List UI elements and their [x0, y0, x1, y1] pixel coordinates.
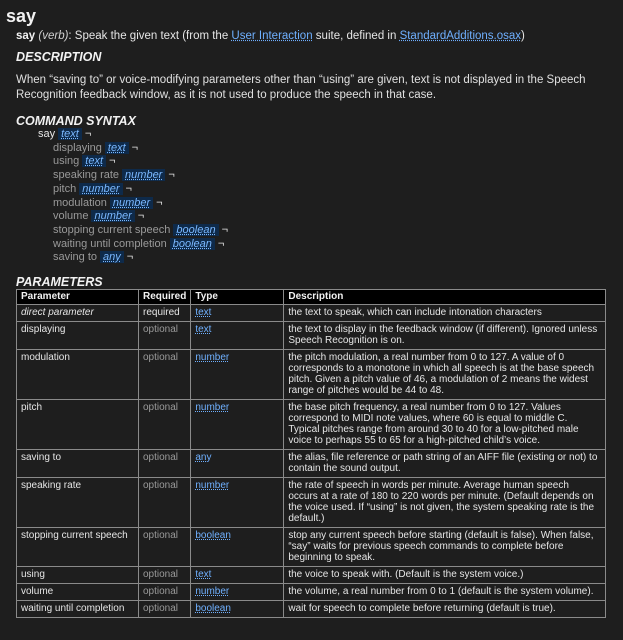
- table-row: [17, 350, 606, 400]
- summary-text-1: : Speak the given text (from the: [68, 30, 232, 42]
- syntax-type-link[interactable]: boolean: [173, 224, 218, 236]
- table-row: [17, 322, 606, 350]
- file-link[interactable]: StandardAdditions.osax: [399, 30, 522, 42]
- param-type-cell: [191, 400, 284, 450]
- table-row: [17, 567, 606, 584]
- table-row: [17, 584, 606, 601]
- parameters-table: [16, 289, 606, 618]
- not-sign-icon: ¬: [109, 155, 116, 168]
- description-heading: DESCRIPTION: [16, 50, 102, 64]
- syntax-label: displaying: [53, 141, 102, 154]
- param-type-cell: [191, 450, 284, 478]
- param-description: the rate of speech in words per minute. Average human speech occurs at a rate of 180 to 220 words per minute. (Default depends on the voice used. If “using” is not given, the system speaking rate is the default.): [284, 478, 606, 528]
- syntax-label: waiting until completion: [53, 237, 167, 250]
- param-type-link[interactable]: boolean: [195, 530, 231, 541]
- summary-text-3: ): [521, 30, 525, 42]
- column-header-type: Type: [191, 290, 284, 305]
- syntax-param: [16, 142, 228, 156]
- syntax-label: using: [53, 155, 80, 168]
- syntax-param: [16, 210, 228, 224]
- table-row: [17, 400, 606, 450]
- param-description: the alias, file reference or path string of an AIFF file (existing or not) to contain the sound output.: [284, 450, 606, 478]
- syntax-label: volume: [53, 210, 89, 223]
- syntax-label: pitch: [53, 182, 77, 195]
- param-type-cell: [191, 322, 284, 350]
- syntax-param: [16, 155, 228, 169]
- param-name: pitch: [17, 400, 139, 450]
- param-name: direct parameter: [17, 305, 139, 322]
- param-type-cell: [191, 567, 284, 584]
- param-name: using: [17, 567, 139, 584]
- syntax-param: [16, 169, 228, 183]
- syntax-param: [16, 197, 228, 211]
- param-required: optional: [139, 584, 191, 601]
- not-sign-icon: ¬: [221, 223, 229, 236]
- table-row: [17, 478, 606, 528]
- param-description: wait for speech to complete before returning (default is true).: [284, 601, 606, 618]
- param-type-cell: [191, 350, 284, 400]
- param-description: the volume, a real number from 0 to 1 (default is the system volume).: [284, 584, 606, 601]
- param-type-cell: [191, 528, 284, 567]
- table-header-row: [17, 290, 606, 305]
- syntax-type-link[interactable]: number: [122, 169, 165, 181]
- syntax-label: modulation: [53, 196, 107, 209]
- not-sign-icon: ¬: [137, 210, 145, 223]
- param-name: saving to: [17, 450, 139, 478]
- param-name: volume: [17, 584, 139, 601]
- param-type-link[interactable]: text: [195, 569, 212, 580]
- param-description: the voice to speak with. (Default is the system voice.): [284, 567, 606, 584]
- param-type-link[interactable]: number: [195, 480, 230, 491]
- param-type-link[interactable]: boolean: [195, 603, 231, 614]
- syntax-command: [16, 128, 228, 142]
- not-sign-icon: ¬: [156, 196, 163, 209]
- param-type-link[interactable]: any: [195, 452, 212, 463]
- column-header-required: Required: [139, 290, 191, 305]
- syntax-param: [16, 251, 228, 265]
- param-type-cell: [191, 305, 284, 322]
- not-sign-icon: ¬: [168, 169, 175, 182]
- not-sign-icon: ¬: [131, 141, 139, 154]
- syntax-param: [16, 238, 228, 252]
- syntax-type-link[interactable]: text: [58, 128, 82, 140]
- column-header-parameter: Parameter: [17, 290, 139, 305]
- summary-text-2: suite, defined in: [312, 30, 400, 42]
- param-type-cell: [191, 601, 284, 618]
- table-row: [17, 450, 606, 478]
- table-row: [17, 528, 606, 567]
- command-summary: [16, 30, 525, 42]
- syntax-type-link[interactable]: number: [110, 197, 153, 209]
- param-required: optional: [139, 400, 191, 450]
- table-row: [17, 305, 606, 322]
- param-name: speaking rate: [17, 478, 139, 528]
- column-header-description: Description: [284, 290, 606, 305]
- command-syntax: [16, 128, 228, 265]
- not-sign-icon: ¬: [217, 237, 225, 250]
- not-sign-icon: ¬: [126, 251, 134, 264]
- table-row: [17, 601, 606, 618]
- syntax-type-link[interactable]: boolean: [170, 238, 215, 250]
- param-required: optional: [139, 567, 191, 584]
- param-description: the text to display in the feedback window (if different). Ignored unless Speech Recognition is on.: [284, 322, 606, 350]
- param-description: the text to speak, which can include intonation characters: [284, 305, 606, 322]
- syntax-label: saving to: [53, 251, 98, 264]
- param-type-link[interactable]: text: [195, 307, 212, 318]
- param-type-link[interactable]: number: [195, 586, 230, 597]
- not-sign-icon: ¬: [125, 182, 132, 195]
- param-description: stop any current speech before starting (default is false). When false, “say” waits for previous speech commands to complete before beginning to speak.: [284, 528, 606, 567]
- param-name: stopping current speech: [17, 528, 139, 567]
- param-required: optional: [139, 601, 191, 618]
- suite-link[interactable]: User Interaction: [231, 30, 313, 42]
- description-text: When “saving to” or voice-modifying parameters other than “using” are given, text is not displayed in the Speech Recognition feedback window, as it is not used to produce the speech in that case.: [16, 74, 586, 101]
- syntax-type-link[interactable]: number: [91, 210, 134, 222]
- param-required: required: [139, 305, 191, 322]
- param-required: optional: [139, 450, 191, 478]
- param-required: optional: [139, 350, 191, 400]
- syntax-type-link[interactable]: number: [79, 183, 122, 195]
- syntax-param: [16, 224, 228, 238]
- syntax-type-link[interactable]: any: [100, 251, 124, 263]
- syntax-label: speaking rate: [53, 169, 120, 182]
- not-sign-icon: ¬: [84, 128, 92, 140]
- param-type-link[interactable]: number: [195, 352, 230, 363]
- syntax-type-link[interactable]: text: [82, 155, 106, 167]
- param-description: the pitch modulation, a real number from 0 to 127. A value of 0 corresponds to a monotone in which all speech is at the base speech pitch. Given a pitch value of 46, a modulation of 2 means the widest range of pitches would be 44 to 48.: [284, 350, 606, 400]
- page-title: say: [6, 6, 37, 26]
- syntax-heading: COMMAND SYNTAX: [16, 114, 136, 128]
- param-required: optional: [139, 322, 191, 350]
- param-type-cell: [191, 478, 284, 528]
- syntax-type-link[interactable]: text: [105, 142, 129, 154]
- param-name: waiting until completion: [17, 601, 139, 618]
- param-required: optional: [139, 478, 191, 528]
- param-name: displaying: [17, 322, 139, 350]
- param-type-link[interactable]: number: [195, 402, 230, 413]
- syntax-label: say: [38, 128, 56, 140]
- param-required: optional: [139, 528, 191, 567]
- command-kind: (verb): [38, 30, 69, 42]
- param-type-cell: [191, 584, 284, 601]
- param-description: the base pitch frequency, a real number from 0 to 127. Values correspond to MIDI note values, where 60 is equal to middle C. Typical pitches range from around 30 to 40 for a low-pitched male voice to perhaps 55 to 65 for a high-pitched child’s voice.: [284, 400, 606, 450]
- parameters-heading: PARAMETERS: [16, 275, 103, 289]
- param-type-link[interactable]: text: [195, 324, 212, 335]
- syntax-param: [16, 183, 228, 197]
- syntax-label: stopping current speech: [53, 223, 171, 236]
- command-name: say: [16, 30, 36, 42]
- param-name: modulation: [17, 350, 139, 400]
